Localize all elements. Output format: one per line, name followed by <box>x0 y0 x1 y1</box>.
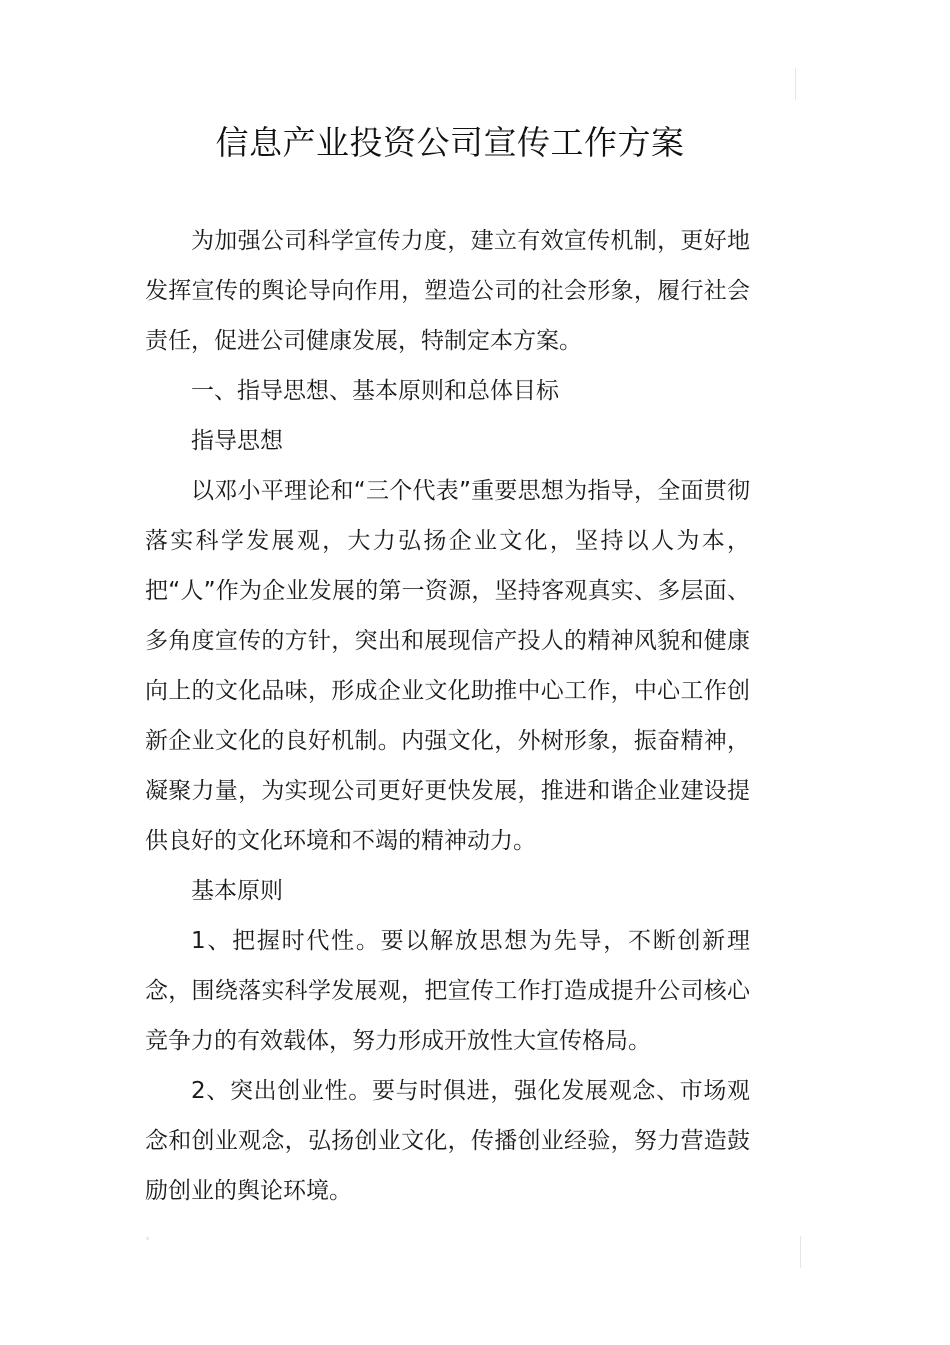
document-body <box>145 216 750 1216</box>
page-corner-mark <box>146 1237 149 1240</box>
paragraph-intro: 为加强公司科学宣传力度，建立有效宣传机制，更好地发挥宣传的舆论导向作用，塑造公司的社会形象，履行社会责任，促进公司健康发展，特制定本方案。 <box>145 228 750 354</box>
section-heading-1: 一、指导思想、基本原则和总体目标 <box>191 378 559 404</box>
paragraph-principle-1: 1、把握时代性。要以解放思想为先导，不断创新理念，围绕落实科学发展观，把宣传工作打造成提升公司核心竞争力的有效载体，努力形成开放性大宣传格局。 <box>145 928 750 1054</box>
document-title: 信息产业投资公司宣传工作方案 <box>215 123 685 162</box>
subheading-guiding-ideology: 指导思想 <box>191 428 283 454</box>
subheading-basic-principles: 基本原则 <box>191 878 283 904</box>
paragraph-guiding-ideology: 以邓小平理论和“三个代表”重要思想为指导，全面贯彻落实科学发展观，大力弘扬企业文化，坚持以人为本，把“人”作为企业发展的第一资源，坚持客观真实、多层面、多角度宣传的方针，突出和展现信产投人的精神风貌和健康向上的文化品味，形成企业文化助推中心工作，中心工作创新企业文化的良好机制。内强文化，外树形象，振奋精神，凝聚力量，为实现公司更好更快发展，推进和谐企业建设提供良好的文化环境和不竭的精神动力。 <box>145 478 750 854</box>
page-edge-line-top <box>795 68 796 100</box>
page-edge-line-bottom <box>800 1236 801 1268</box>
paragraph-principle-2: 2、突出创业性。要与时俱进，强化发展观念、市场观念和创业观念，弘扬创业文化，传播创业经验，努力营造鼓励创业的舆论环境。 <box>145 1078 750 1204</box>
